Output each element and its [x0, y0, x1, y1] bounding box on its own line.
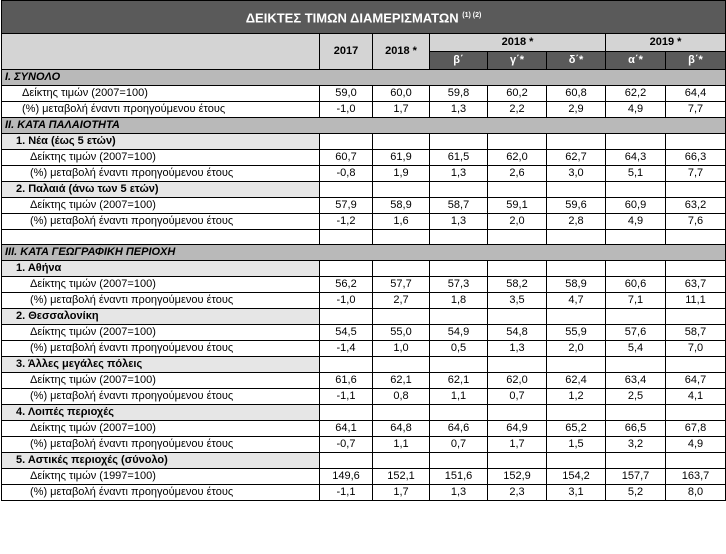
value-cell: 1,7: [373, 485, 430, 501]
section-filler: [547, 70, 606, 86]
table-row: [2, 341, 726, 357]
value-cell: 1,7: [373, 102, 430, 118]
value-cell: 57,3: [430, 277, 488, 293]
section-filler: [320, 245, 373, 261]
subsection-filler: [373, 134, 430, 150]
subsection-filler: [488, 134, 547, 150]
value-cell: 59,1: [488, 198, 547, 214]
subsection-filler: [430, 405, 488, 421]
value-cell: 62,0: [488, 150, 547, 166]
subsection-filler: [606, 309, 666, 325]
value-cell: 11,1: [666, 293, 726, 309]
subsection-header-row: [2, 182, 726, 198]
value-cell: 4,9: [666, 437, 726, 453]
table-title-cell: [2, 1, 726, 34]
table-row: [2, 150, 726, 166]
subsection-filler: [488, 357, 547, 373]
section-title: II. ΚΑΤΑ ΠΑΛΑΙΟΤΗΤΑ: [2, 118, 320, 134]
value-cell: 2,0: [547, 341, 606, 357]
subsection-filler: [606, 357, 666, 373]
value-cell: 1,3: [488, 341, 547, 357]
table-row: [2, 325, 726, 341]
spacer-cell: [547, 230, 606, 245]
subsection-filler: [373, 453, 430, 469]
spacer-cell: [430, 230, 488, 245]
subsection-filler: [320, 134, 373, 150]
value-cell: 60,7: [320, 150, 373, 166]
section-filler: [320, 118, 373, 134]
value-cell: 57,7: [373, 277, 430, 293]
subsection-filler: [488, 261, 547, 277]
value-cell: 1,3: [430, 485, 488, 501]
header-group-2019: 2019 *: [606, 34, 726, 52]
value-cell: 0,7: [430, 437, 488, 453]
subsection-header-row: [2, 357, 726, 373]
row-label: (%) μεταβολή έναντι προηγούμενου έτους: [2, 293, 320, 309]
subsection-filler: [666, 309, 726, 325]
table-row: [2, 469, 726, 485]
value-cell: 0,5: [430, 341, 488, 357]
value-cell: 63,7: [666, 277, 726, 293]
value-cell: 5,2: [606, 485, 666, 501]
row-label: (%) μεταβολή έναντι προηγούμενου έτους: [2, 102, 320, 118]
table-row: [2, 293, 726, 309]
header-row-1: [2, 34, 726, 52]
value-cell: 58,9: [547, 277, 606, 293]
subsection-filler: [373, 182, 430, 198]
subsection-filler: [320, 309, 373, 325]
value-cell: 2,0: [488, 214, 547, 230]
section-filler: [547, 245, 606, 261]
header-quarter: β΄*: [666, 52, 726, 70]
value-cell: 1,7: [488, 437, 547, 453]
value-cell: 54,9: [430, 325, 488, 341]
row-label: (%) μεταβολή έναντι προηγούμενου έτους: [2, 485, 320, 501]
subsection-title: 5. Αστικές περιοχές (σύνολο): [2, 453, 320, 469]
value-cell: 58,7: [430, 198, 488, 214]
value-cell: 7,7: [666, 166, 726, 182]
subsection-filler: [666, 182, 726, 198]
value-cell: 58,7: [666, 325, 726, 341]
row-label: (%) μεταβολή έναντι προηγούμενου έτους: [2, 166, 320, 182]
value-cell: 61,6: [320, 373, 373, 389]
value-cell: 157,7: [606, 469, 666, 485]
value-cell: 59,6: [547, 198, 606, 214]
value-cell: 5,1: [606, 166, 666, 182]
subsection-title: 4. Λοιπές περιοχές: [2, 405, 320, 421]
value-cell: 1,8: [430, 293, 488, 309]
row-label: (%) μεταβολή έναντι προηγούμενου έτους: [2, 214, 320, 230]
spacer-cell: [606, 230, 666, 245]
value-cell: 1,5: [547, 437, 606, 453]
value-cell: 7,6: [666, 214, 726, 230]
value-cell: 64,9: [488, 421, 547, 437]
value-cell: 62,1: [430, 373, 488, 389]
row-label: Δείκτης τιμών (2007=100): [2, 86, 320, 102]
table-row: [2, 437, 726, 453]
value-cell: 3,0: [547, 166, 606, 182]
value-cell: 54,8: [488, 325, 547, 341]
section-filler: [488, 70, 547, 86]
row-label: Δείκτης τιμών (2007=100): [2, 198, 320, 214]
subsection-filler: [488, 182, 547, 198]
subsection-filler: [666, 405, 726, 421]
value-cell: 1,3: [430, 214, 488, 230]
value-cell: 62,7: [547, 150, 606, 166]
table-title: ΔΕΙΚΤΕΣ ΤΙΜΩΝ ΔΙΑΜΕΡΙΣΜΑΤΩΝ: [245, 10, 459, 26]
subsection-filler: [430, 357, 488, 373]
value-cell: 63,2: [666, 198, 726, 214]
section-filler: [430, 118, 488, 134]
value-cell: -1,1: [320, 389, 373, 405]
table-row: [2, 389, 726, 405]
subsection-filler: [606, 261, 666, 277]
subsection-title: 1. Αθήνα: [2, 261, 320, 277]
value-cell: 66,5: [606, 421, 666, 437]
header-2018-annual: 2018 *: [373, 34, 430, 70]
subsection-filler: [373, 309, 430, 325]
subsection-filler: [606, 182, 666, 198]
subsection-filler: [547, 309, 606, 325]
title-row: [2, 1, 726, 34]
subsection-filler: [488, 453, 547, 469]
value-cell: -0,7: [320, 437, 373, 453]
subsection-filler: [373, 261, 430, 277]
subsection-header-row: [2, 309, 726, 325]
header-quarter: δ΄*: [547, 52, 606, 70]
value-cell: 149,6: [320, 469, 373, 485]
section-filler: [320, 70, 373, 86]
value-cell: 64,8: [373, 421, 430, 437]
value-cell: 1,1: [373, 437, 430, 453]
value-cell: 59,8: [430, 86, 488, 102]
value-cell: 1,2: [547, 389, 606, 405]
value-cell: 2,7: [373, 293, 430, 309]
value-cell: 4,1: [666, 389, 726, 405]
header-quarter: γ΄*: [488, 52, 547, 70]
value-cell: 2,6: [488, 166, 547, 182]
value-cell: 56,2: [320, 277, 373, 293]
value-cell: 64,1: [320, 421, 373, 437]
value-cell: 58,9: [373, 198, 430, 214]
value-cell: 2,3: [488, 485, 547, 501]
header-corner: [2, 34, 320, 70]
spacer-cell: [320, 230, 373, 245]
subsection-filler: [430, 261, 488, 277]
table-row: [2, 102, 726, 118]
section-filler: [606, 118, 666, 134]
header-quarter: β΄: [430, 52, 488, 70]
subsection-filler: [488, 405, 547, 421]
value-cell: 7,1: [606, 293, 666, 309]
subsection-filler: [666, 357, 726, 373]
spacer-cell: [2, 230, 320, 245]
value-cell: 61,5: [430, 150, 488, 166]
spacer-cell: [373, 230, 430, 245]
section-filler: [547, 118, 606, 134]
value-cell: 63,4: [606, 373, 666, 389]
value-cell: 7,7: [666, 102, 726, 118]
row-label: Δείκτης τιμών (2007=100): [2, 421, 320, 437]
value-cell: 4,9: [606, 102, 666, 118]
section-filler: [430, 70, 488, 86]
value-cell: 3,2: [606, 437, 666, 453]
subsection-filler: [320, 405, 373, 421]
subsection-filler: [666, 134, 726, 150]
subsection-filler: [320, 357, 373, 373]
value-cell: 3,5: [488, 293, 547, 309]
value-cell: 2,9: [547, 102, 606, 118]
section-filler: [373, 70, 430, 86]
value-cell: 0,8: [373, 389, 430, 405]
value-cell: 62,1: [373, 373, 430, 389]
value-cell: 163,7: [666, 469, 726, 485]
value-cell: 5,4: [606, 341, 666, 357]
section-header-row: [2, 245, 726, 261]
row-label: Δείκτης τιμών (1997=100): [2, 469, 320, 485]
value-cell: 60,0: [373, 86, 430, 102]
value-cell: -1,0: [320, 102, 373, 118]
section-filler: [666, 70, 726, 86]
subsection-filler: [547, 182, 606, 198]
value-cell: 64,4: [666, 86, 726, 102]
section-filler: [606, 245, 666, 261]
subsection-filler: [430, 134, 488, 150]
value-cell: 0,7: [488, 389, 547, 405]
value-cell: 1,0: [373, 341, 430, 357]
subsection-filler: [430, 182, 488, 198]
table-row: [2, 277, 726, 293]
value-cell: 66,3: [666, 150, 726, 166]
subsection-filler: [666, 453, 726, 469]
value-cell: 7,0: [666, 341, 726, 357]
section-filler: [606, 70, 666, 86]
row-label: Δείκτης τιμών (2007=100): [2, 150, 320, 166]
subsection-filler: [320, 261, 373, 277]
subsection-filler: [606, 453, 666, 469]
table-row: [2, 485, 726, 501]
price-index-table: [1, 0, 726, 501]
value-cell: 4,7: [547, 293, 606, 309]
subsection-filler: [488, 309, 547, 325]
spacer-row: [2, 230, 726, 245]
subsection-filler: [547, 261, 606, 277]
subsection-filler: [430, 453, 488, 469]
subsection-filler: [666, 261, 726, 277]
section-filler: [488, 118, 547, 134]
value-cell: 62,4: [547, 373, 606, 389]
spacer-cell: [666, 230, 726, 245]
table-row: [2, 198, 726, 214]
subsection-filler: [547, 134, 606, 150]
subsection-header-row: [2, 134, 726, 150]
value-cell: 55,0: [373, 325, 430, 341]
value-cell: 152,9: [488, 469, 547, 485]
subsection-filler: [547, 453, 606, 469]
subsection-title: 1. Νέα (έως 5 ετών): [2, 134, 320, 150]
subsection-filler: [606, 405, 666, 421]
value-cell: 64,6: [430, 421, 488, 437]
table-row: [2, 214, 726, 230]
value-cell: 54,5: [320, 325, 373, 341]
subsection-filler: [430, 309, 488, 325]
section-header-row: [2, 118, 726, 134]
subsection-header-row: [2, 261, 726, 277]
value-cell: 61,9: [373, 150, 430, 166]
section-title: III. ΚΑΤΑ ΓΕΩΓΡΑΦΙΚΗ ΠΕΡΙΟΧΗ: [2, 245, 320, 261]
value-cell: -1,0: [320, 293, 373, 309]
section-header-row: [2, 70, 726, 86]
value-cell: 60,2: [488, 86, 547, 102]
value-cell: 64,3: [606, 150, 666, 166]
subsection-filler: [547, 357, 606, 373]
value-cell: 58,2: [488, 277, 547, 293]
value-cell: 2,5: [606, 389, 666, 405]
value-cell: 2,8: [547, 214, 606, 230]
section-title: I. ΣΥΝΟΛΟ: [2, 70, 320, 86]
value-cell: 60,8: [547, 86, 606, 102]
subsection-title: 2. Παλαιά (άνω των 5 ετών): [2, 182, 320, 198]
header-group-2018: 2018 *: [430, 34, 606, 52]
subsection-header-row: [2, 453, 726, 469]
value-cell: 57,9: [320, 198, 373, 214]
subsection-filler: [606, 134, 666, 150]
value-cell: 1,3: [430, 102, 488, 118]
value-cell: -1,2: [320, 214, 373, 230]
value-cell: 152,1: [373, 469, 430, 485]
table-row: [2, 86, 726, 102]
value-cell: 8,0: [666, 485, 726, 501]
subsection-filler: [373, 357, 430, 373]
header-quarter: α΄*: [606, 52, 666, 70]
value-cell: 57,6: [606, 325, 666, 341]
spacer-cell: [488, 230, 547, 245]
table-row: [2, 373, 726, 389]
subsection-filler: [373, 405, 430, 421]
value-cell: 4,9: [606, 214, 666, 230]
subsection-filler: [547, 405, 606, 421]
subsection-filler: [320, 182, 373, 198]
row-label: Δείκτης τιμών (2007=100): [2, 277, 320, 293]
section-filler: [430, 245, 488, 261]
subsection-filler: [320, 453, 373, 469]
value-cell: 55,9: [547, 325, 606, 341]
value-cell: 62,2: [606, 86, 666, 102]
value-cell: 1,1: [430, 389, 488, 405]
row-label: (%) μεταβολή έναντι προηγούμενου έτους: [2, 341, 320, 357]
value-cell: -1,1: [320, 485, 373, 501]
value-cell: 1,6: [373, 214, 430, 230]
row-label: (%) μεταβολή έναντι προηγούμενου έτους: [2, 437, 320, 453]
section-filler: [488, 245, 547, 261]
subsection-title: 3. Άλλες μεγάλες πόλεις: [2, 357, 320, 373]
row-label: Δείκτης τιμών (2007=100): [2, 373, 320, 389]
value-cell: 62,0: [488, 373, 547, 389]
value-cell: 1,9: [373, 166, 430, 182]
section-filler: [666, 245, 726, 261]
value-cell: 59,0: [320, 86, 373, 102]
value-cell: 3,1: [547, 485, 606, 501]
subsection-header-row: [2, 405, 726, 421]
value-cell: 67,8: [666, 421, 726, 437]
value-cell: 60,6: [606, 277, 666, 293]
value-cell: 65,2: [547, 421, 606, 437]
value-cell: -0,8: [320, 166, 373, 182]
value-cell: 154,2: [547, 469, 606, 485]
title-footnote: (1) (2): [462, 12, 482, 20]
subsection-title: 2. Θεσσαλονίκη: [2, 309, 320, 325]
table-row: [2, 166, 726, 182]
value-cell: -1,4: [320, 341, 373, 357]
value-cell: 1,3: [430, 166, 488, 182]
row-label: Δείκτης τιμών (2007=100): [2, 325, 320, 341]
value-cell: 64,7: [666, 373, 726, 389]
value-cell: 2,2: [488, 102, 547, 118]
header-2017: 2017: [320, 34, 373, 70]
value-cell: 151,6: [430, 469, 488, 485]
table-row: [2, 421, 726, 437]
row-label: (%) μεταβολή έναντι προηγούμενου έτους: [2, 389, 320, 405]
section-filler: [373, 245, 430, 261]
section-filler: [666, 118, 726, 134]
section-filler: [373, 118, 430, 134]
value-cell: 60,9: [606, 198, 666, 214]
